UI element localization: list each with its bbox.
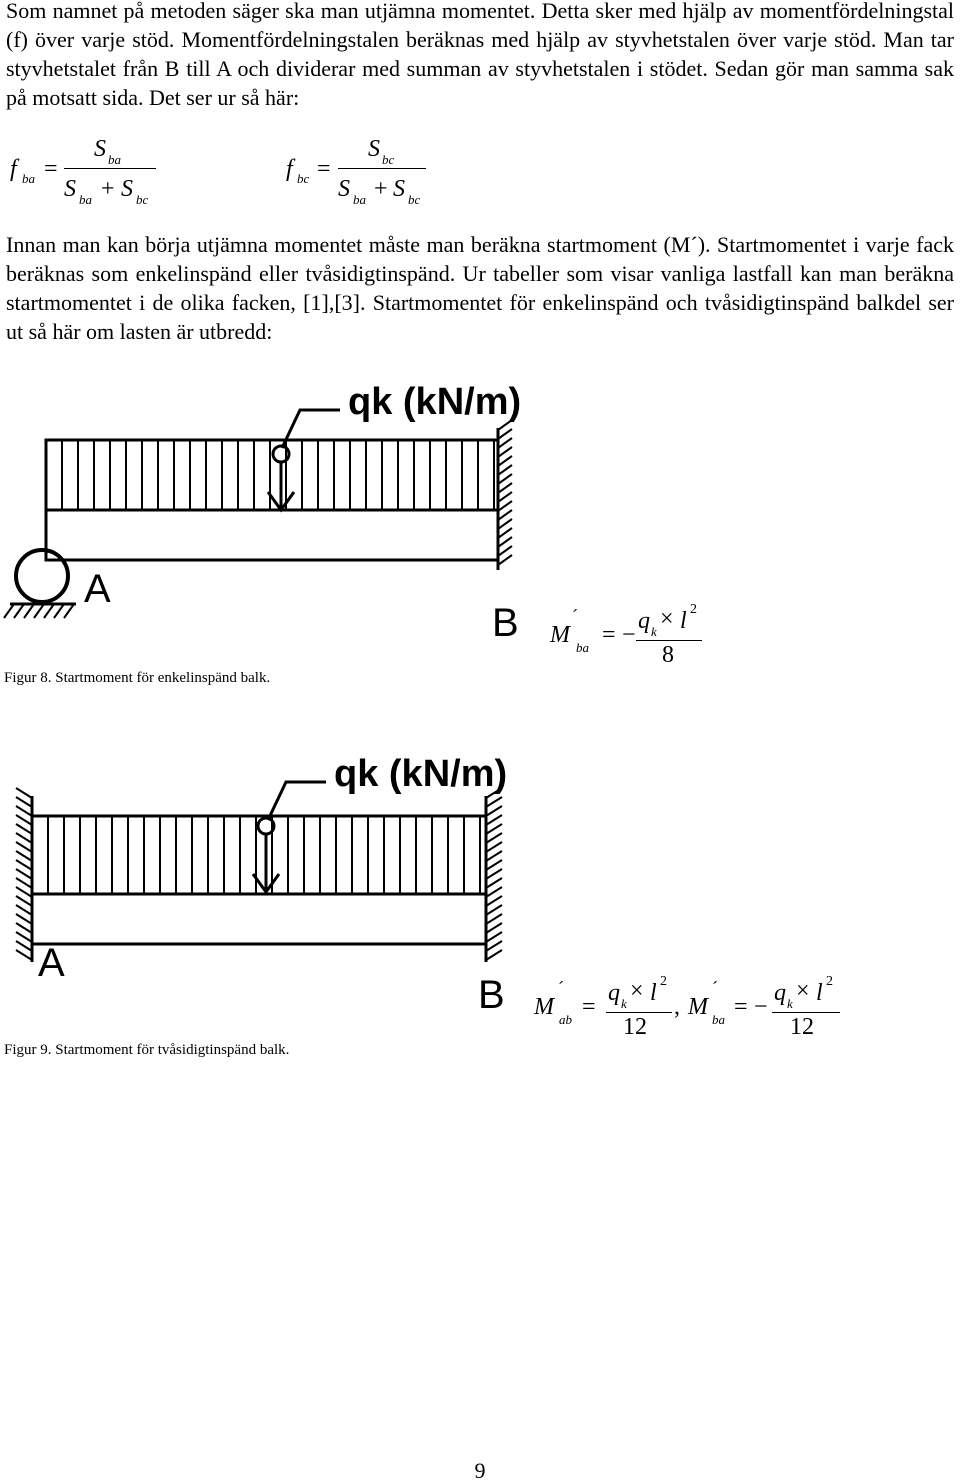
hatch-line — [486, 923, 502, 933]
hatch-line — [16, 878, 32, 888]
fbc-den1: S — [338, 176, 350, 202]
fig8-wall-hatch — [498, 420, 512, 565]
hatch-line — [486, 905, 502, 915]
hatch-line — [486, 833, 502, 843]
hatch-line — [498, 537, 512, 547]
fig9-beam — [32, 894, 486, 944]
hatch-line — [498, 519, 512, 529]
hatch-line — [486, 869, 502, 879]
hatch-line — [34, 604, 44, 618]
fba-den1: S — [64, 176, 76, 202]
fba-eq: = — [44, 156, 58, 182]
hatch-line — [498, 447, 512, 457]
hatch-line — [24, 604, 34, 618]
fig8-label-b: B — [492, 601, 519, 645]
fig9-wall-a-hatch — [16, 788, 32, 960]
hatch-line — [498, 483, 512, 493]
hatch-line — [16, 896, 32, 906]
hatch-line — [486, 932, 502, 942]
fig9-label-b: B — [478, 973, 505, 1017]
hatch-line — [44, 604, 54, 618]
hatch-line — [16, 887, 32, 897]
fig9-f-q2: q — [774, 980, 786, 1006]
hatch-line — [16, 842, 32, 852]
fbc-lhs-sub: bc — [297, 171, 310, 186]
fig9-load-label: qk (kN/m) — [334, 753, 508, 795]
fig9-f-eq2: = — [734, 994, 748, 1020]
fba-den1-sub: ba — [79, 192, 92, 207]
fig9-f-l2: l — [816, 980, 823, 1006]
hatch-line — [16, 941, 32, 951]
fbc-eq: = — [317, 156, 331, 182]
fig9-f-prime2: ´ — [712, 978, 718, 998]
fig8-f-bar — [636, 640, 702, 641]
fig9-f-prime1: ´ — [558, 978, 564, 998]
hatch-line — [498, 510, 512, 520]
fig8-leader-line — [282, 410, 340, 448]
fba-plus: + — [101, 176, 115, 202]
hatch-line — [486, 914, 502, 924]
fig8-support-a-roller — [16, 550, 68, 602]
hatch-line — [16, 815, 32, 825]
hatch-line — [16, 797, 32, 807]
hatch-line — [498, 429, 512, 439]
fig9-f-bar1 — [606, 1012, 672, 1013]
hatch-line — [16, 824, 32, 834]
hatch-line — [54, 604, 64, 618]
hatch-line — [498, 474, 512, 484]
fig9-f-lhs1: M — [534, 994, 554, 1020]
hatch-line — [498, 465, 512, 475]
fig9-f-comma: , — [674, 994, 680, 1020]
hatch-line — [16, 806, 32, 816]
fig8-formula — [550, 600, 750, 680]
fig9-f-bar2 — [772, 1012, 840, 1013]
fba-num-sub: ba — [108, 152, 121, 167]
hatch-line — [486, 797, 502, 807]
hatch-line — [16, 905, 32, 915]
hatch-line — [498, 528, 512, 538]
formula-fbc — [276, 130, 476, 210]
hatch-line — [486, 878, 502, 888]
hatch-line — [486, 824, 502, 834]
fig8-f-exp: 2 — [690, 602, 697, 617]
figure-8-diagram — [0, 370, 960, 670]
fig9-f-exp1: 2 — [660, 974, 667, 989]
hatch-line — [498, 456, 512, 466]
fig9-f-exp2: 2 — [826, 974, 833, 989]
fbc-num-sub: bc — [382, 152, 395, 167]
hatch-line — [498, 438, 512, 448]
hatch-line — [16, 788, 32, 798]
fig9-label-a: A — [38, 941, 65, 985]
formula-fba — [0, 130, 200, 210]
fig8-f-minus: − — [622, 622, 636, 648]
hatch-line — [486, 842, 502, 852]
fba-den2: S — [121, 176, 133, 202]
fbc-lhs: f — [286, 156, 293, 182]
hatch-line — [16, 932, 32, 942]
fig9-f-times2: × — [796, 978, 810, 1004]
fig9-load-hatch — [48, 816, 480, 894]
fbc-plus: + — [374, 176, 388, 202]
hatch-line — [486, 851, 502, 861]
fig8-f-times: × — [660, 606, 674, 632]
hatch-line — [486, 950, 502, 960]
fig9-leader-line — [268, 782, 326, 820]
hatch-line — [498, 501, 512, 511]
hatch-line — [4, 604, 14, 618]
hatch-line — [16, 869, 32, 879]
fbc-den2-sub: bc — [408, 192, 421, 207]
fig8-f-prime: ´ — [572, 606, 578, 626]
hatch-line — [16, 851, 32, 861]
fig9-wall-b-hatch — [486, 788, 502, 960]
fbc-den2: S — [393, 176, 405, 202]
hatch-line — [486, 806, 502, 816]
fig9-f-den1: 12 — [623, 1014, 647, 1040]
fig9-f-lhs1-sub: ab — [559, 1012, 572, 1027]
hatch-line — [64, 604, 74, 618]
hatch-line — [16, 833, 32, 843]
fbc-den1-sub: ba — [353, 192, 366, 207]
fbc-fraction-bar — [338, 168, 426, 169]
hatch-line — [486, 815, 502, 825]
hatch-line — [486, 887, 502, 897]
fig8-f-lhs-sub: ba — [576, 640, 589, 655]
hatch-line — [498, 492, 512, 502]
fba-lhs-sub: ba — [22, 171, 35, 186]
fig9-f-eq1: = — [582, 994, 596, 1020]
hatch-line — [498, 555, 512, 565]
hatch-line — [16, 914, 32, 924]
hatch-line — [16, 860, 32, 870]
fig8-label-a: A — [84, 567, 111, 611]
fba-num: S — [94, 136, 106, 162]
hatch-line — [486, 941, 502, 951]
fig8-f-l: l — [680, 608, 687, 634]
fba-den2-sub: bc — [136, 192, 149, 207]
fba-lhs: f — [10, 156, 17, 182]
fig8-support-a-hatch — [4, 604, 74, 618]
hatch-line — [16, 950, 32, 960]
fig8-f-lhs: M — [550, 622, 570, 648]
fig8-f-eq: = — [602, 622, 616, 648]
fbc-num: S — [368, 136, 380, 162]
fig9-f-lhs2-sub: ba — [712, 1012, 725, 1027]
fig9-f-q1: q — [608, 980, 620, 1006]
figure-9-caption: Figur 9. Startmoment för tvåsidigtinspänd balk. — [4, 1042, 290, 1058]
fig8-load-hatch — [62, 440, 494, 510]
fig8-load-label: qk (kN/m) — [348, 381, 522, 423]
startmoment-paragraph: Innan man kan börja utjämna momentet måste man beräkna startmoment (M´). Startmomentet i varje fack beräknas som enkelinspänd eller tvåsidigtinspänd. Ur tabeller som visar vanliga lastfall kan man beräkna startmomentet i de olika facken, [1],[3]. Startmomentet för enkelinspänd och tvåsidigtinspänd balkdel ser ut så här om lasten är utbredd: — [6, 232, 954, 344]
fig8-f-q: q — [638, 608, 650, 634]
fig9-f-q1-sub: k — [621, 996, 627, 1011]
hatch-line — [498, 546, 512, 556]
fig9-f-q2-sub: k — [787, 996, 793, 1011]
fig9-f-minus2: − — [754, 994, 768, 1020]
fig9-f-lhs2: M — [688, 994, 708, 1020]
fig9-f-l1: l — [650, 980, 657, 1006]
page-number: 9 — [474, 1458, 486, 1483]
hatch-line — [14, 604, 24, 618]
intro-paragraph: Som namnet på metoden säger ska man utjämna momentet. Detta sker med hjälp av momentfördelningstal (f) över varje stöd. Momentfördelningstalen beräknas med hjälp av styvhetstalen över varje stöd. Man tar styvhetstalet från B till A och dividerar med summan av styvhetstalen i stödet. Sedan gör man samma sak på motsatt sida. Det ser ur så här: — [6, 0, 954, 110]
fig9-f-den2: 12 — [790, 1014, 814, 1040]
fig8-f-den: 8 — [662, 642, 674, 668]
hatch-line — [486, 896, 502, 906]
fba-fraction-bar — [64, 168, 156, 169]
figure-8-caption: Figur 8. Startmoment för enkelinspänd balk. — [4, 670, 271, 686]
fig8-f-q-sub: k — [651, 624, 657, 639]
hatch-line — [486, 860, 502, 870]
fig9-formula — [534, 972, 854, 1052]
fig9-f-times1: × — [630, 978, 644, 1004]
fig8-beam — [46, 510, 498, 560]
hatch-line — [16, 923, 32, 933]
